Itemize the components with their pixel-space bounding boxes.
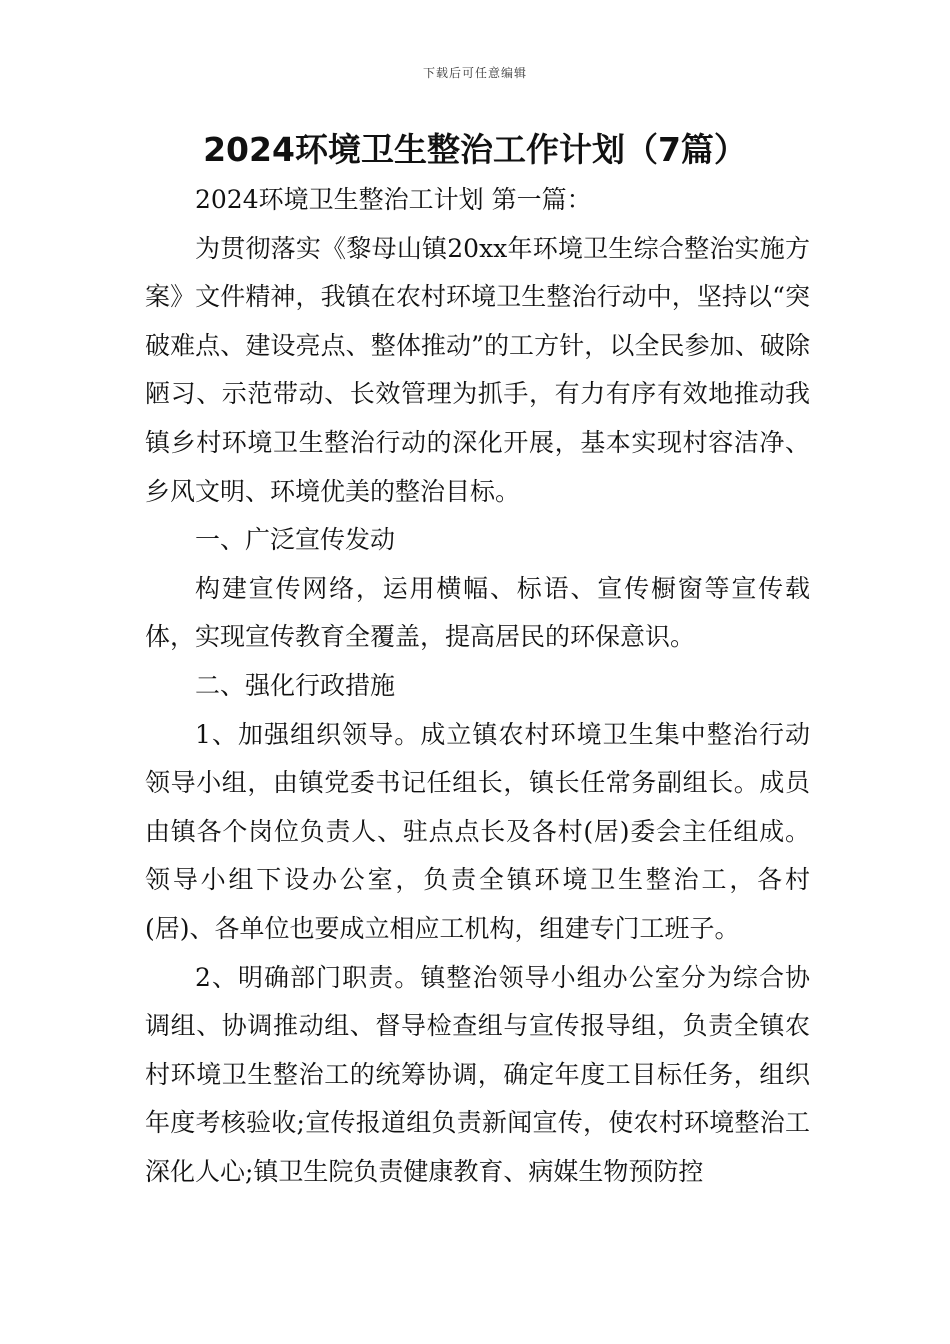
paragraph-publicity: 构建宣传网络，运用横幅、标语、宣传橱窗等宣传载体，实现宣传教育全覆盖，提高居民的环保意识。 bbox=[145, 573, 810, 652]
paragraph-responsibilities: 2、明确部门职责。镇整治领导小组办公室分为综合协调组、协调推动组、督导检查组与宣传报导组，负责全镇农村环境卫生整治工的统筹协调，确定年度工目标任务，组织年度考核验收;宣传报道组负责新闻宣传，使农村环境整治工深化人心;镇卫生院负责健康教育、病媒生物预防控 bbox=[145, 962, 810, 1186]
section-heading-publicity: 一、广泛宣传发动 bbox=[195, 525, 396, 555]
paragraph-organization: 1、加强组织领导。成立镇农村环境卫生集中整治行动领导小组，由镇党委书记任组长，镇长任常务副组长。成员由镇各个岗位负责人、驻点点长及各村(居)委会主任组成。领导小组下设办公室，负责全镇环境卫生整治工，各村(居)、各单位也要成立相应工机构，组建专门工班子。 bbox=[145, 719, 810, 943]
paragraph-intro: 为贯彻落实《黎母山镇20xx年环境卫生综合整治实施方案》文件精神，我镇在农村环境卫生整治行动中，坚持以“突破难点、建设亮点、整体推动”的工方针，以全民参加、破除陋习、示范带动、长效管理为抓手，有力有序有效地推动我镇乡村环境卫生整治行动的深化开展，基本实现村容洁净、乡风文明、环境优美的整治目标。 bbox=[145, 233, 810, 506]
section-heading-administrative: 二、强化行政措施 bbox=[195, 670, 396, 700]
document-title: 2024环境卫生整治工作计划（7篇） bbox=[203, 130, 747, 169]
document-body bbox=[145, 176, 810, 1196]
page-header-note: 下载后可任意编辑 bbox=[422, 66, 527, 80]
document-subtitle: 2024环境卫生整治工计划 第一篇： bbox=[195, 185, 592, 214]
